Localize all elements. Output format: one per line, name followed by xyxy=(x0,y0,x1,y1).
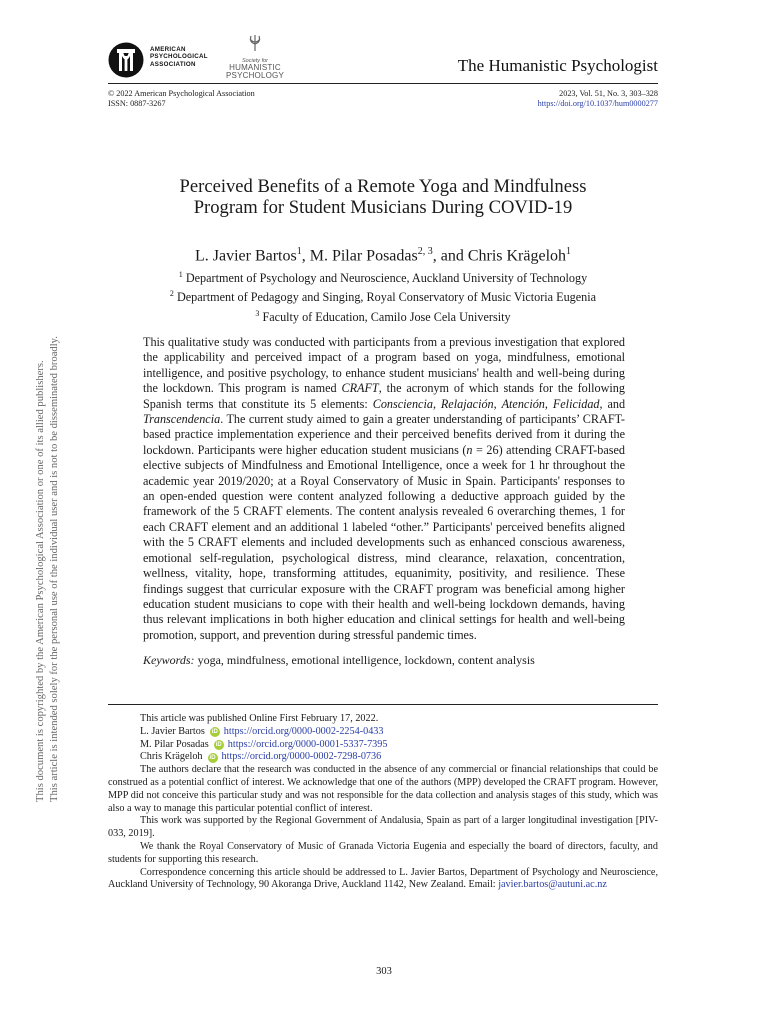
keywords-list: yoga, mindfulness, emotional intelligence, lockdown, content analysis xyxy=(194,653,535,667)
orcid-icon: iD xyxy=(215,741,222,748)
volume-info: 2023, Vol. 51, No. 3, 303–328 xyxy=(559,89,658,98)
funding-note: This work was supported by the Regional Government of Andalusia, Spain as part of a larger longitudinal investigation [PIV-033, 2019]. xyxy=(108,815,658,840)
conflict-note: The authors declare that the research was conducted in the absence of any commercial or financial relationships that could be construed as a potential conflict of interest. We acknowledge that one of the authors (MPP) developed the CRAFT program. However, MPP did not conceive this particular study and was not responsible for the data collection and analysis stages of this study, which was also a way to manage this particular potential conflict of interest. xyxy=(108,764,658,814)
author-sup: 1 xyxy=(566,246,572,257)
author-name: Chris Krägeloh xyxy=(467,247,567,265)
orcid-link[interactable]: https://orcid.org/0000-0001-5337-7395 xyxy=(227,738,388,750)
orcid-line-3: Chris Krägeloh iD https://orcid.org/0000-0002-7298-0736 xyxy=(140,751,382,763)
side-notice-line-1: This document is copyrighted by the American Psychological Association or one of its allied publishers. xyxy=(35,360,46,802)
affiliations xyxy=(108,267,658,325)
society-logo-small: Society for xyxy=(242,58,268,64)
publication-meta-left xyxy=(108,89,255,108)
publication-meta-right xyxy=(538,89,658,108)
footnotes xyxy=(108,713,658,892)
doi-link[interactable]: https://doi.org/10.1037/hum0000277 xyxy=(537,98,658,108)
email-link[interactable]: javier.bartos@autuni.ac.nz xyxy=(498,879,607,891)
apa-logo-text: AMERICAN PSYCHOLOGICAL ASSOCIATION xyxy=(150,46,208,68)
affiliation-1: $^1$ Department of Psychology and Neuroscience, Auckland University of Technology xyxy=(178,270,588,286)
side-notice-line-2: This article is intended solely for the personal use of the individual user and is not to be disseminated broadly. xyxy=(49,336,60,802)
copyright-line: © 2022 American Psychological Association xyxy=(108,89,255,98)
apa-logo-icon xyxy=(108,42,144,78)
society-logo: Society for HUMANISTIC PSYCHOLOGY xyxy=(226,34,284,80)
orcid-icon: iD xyxy=(209,754,216,761)
affiliation-3: $^3$ Faculty of Education, Camilo Jose Cela University xyxy=(255,308,511,324)
author-sup: 1 xyxy=(296,246,302,257)
journal-title: The Humanistic Psychologist xyxy=(457,56,658,75)
footnote-divider xyxy=(108,704,658,705)
article-title: Perceived Benefits of a Remote Yoga and Mindfulness Program for Student Musicians During COVID-19 xyxy=(179,176,587,218)
keywords-label: Keywords: xyxy=(143,653,195,667)
keywords xyxy=(143,653,625,668)
correspondence-note: Correspondence concerning this article should be addressed to L. Javier Bartos, Department of Psychology and Neuroscience, Auckland University of Technology, 90 Akoranga Drive, Auckland 1142, New Zealand. Email: javier.bartos@autuni.ac.nz xyxy=(108,866,658,891)
issn-line: ISSN: 0887-3267 xyxy=(108,98,166,108)
author-name: M. Pilar Posadas xyxy=(309,247,418,265)
abstract-text: This qualitative study was conducted with participants from a previous investigation that explored the applicability and perceived impact of a program based on yoga, mindfulness, emotional intelligence, and positive psychology, to enhance student musicians' health and well-being during the lockdown. This program is named CRAFT, the acronym of which stands for the following Spanish terms that constitute its 5 elements: Consciencia, Relajación, Atención, Felicidad, and Transcendencia. The current study aimed to gain a greater understanding of participants’ CRAFT-based practice implementation experience and their perceived benefits derived from it during the lockdown. Participants were higher education student musicians (n = 26) attending CRAFT-based elective subjects of Mindfulness and Emotional Intelligence, once a week for 1 hr throughout the academic year 2019/2020; at a Royal Conservatory of Music in Spain. Participants' responses to an open-ended question were content analyzed following a deductive approach guided by the framework of the 5 CRAFT elements. The content analysis revealed 6 overarching themes, 1 for each CRAFT element and an additional 1 labeled “other.” Participants' perceived benefits aligned with the 5 CRAFT elements and included developments such as enhanced conscious awareness, emotional self-regulation, psychological distress, mind clearance, relaxation, concentration, wellness, vitality, hope, transforming attitudes, equanimity, positivity, and resilience. These findings suggest that curricular exposure with the CRAFT program was beneficial among higher education student musicians to cope with their health and well-being lockdown demands, having thus relevant implications in both higher education and clinical settings for health and well-being promotion, support, and prevention during stressful pandemic times. xyxy=(143,335,626,642)
orcid-line-2: M. Pilar Posadas iD https://orcid.org/0000-0001-5337-7395 xyxy=(140,738,388,750)
author-sup: 2, 3 xyxy=(417,246,433,257)
header-divider xyxy=(108,83,658,84)
page-number: 303 xyxy=(376,966,392,977)
affiliation-2: $^2$ Department of Pedagogy and Singing, Royal Conservatory of Music Victoria Eugenia xyxy=(169,289,597,305)
orcid-link[interactable]: https://orcid.org/0000-0002-2254-0433 xyxy=(223,725,384,737)
author-list: L. Javier Bartos$^1$, M. Pilar Posadas$^{2, 3}$, and Chris Krägeloh$^1$ xyxy=(194,246,572,265)
orcid-link[interactable]: https://orcid.org/0000-0002-7298-0736 xyxy=(221,751,382,763)
author-name: L. Javier Bartos xyxy=(194,247,297,265)
lyre-icon xyxy=(247,34,263,52)
orcid-line-1: L. Javier Bartos iD https://orcid.org/0000-0002-2254-0433 xyxy=(140,725,384,737)
thanks-note: We thank the Royal Conservatory of Music of Granada Victoria Eugenia and especially the board of directors, faculty, and students for supporting this research. xyxy=(108,840,658,865)
abstract xyxy=(143,335,625,643)
published-note: This article was published Online First February 17, 2022. xyxy=(140,713,379,724)
orcid-icon: iD xyxy=(211,729,218,736)
